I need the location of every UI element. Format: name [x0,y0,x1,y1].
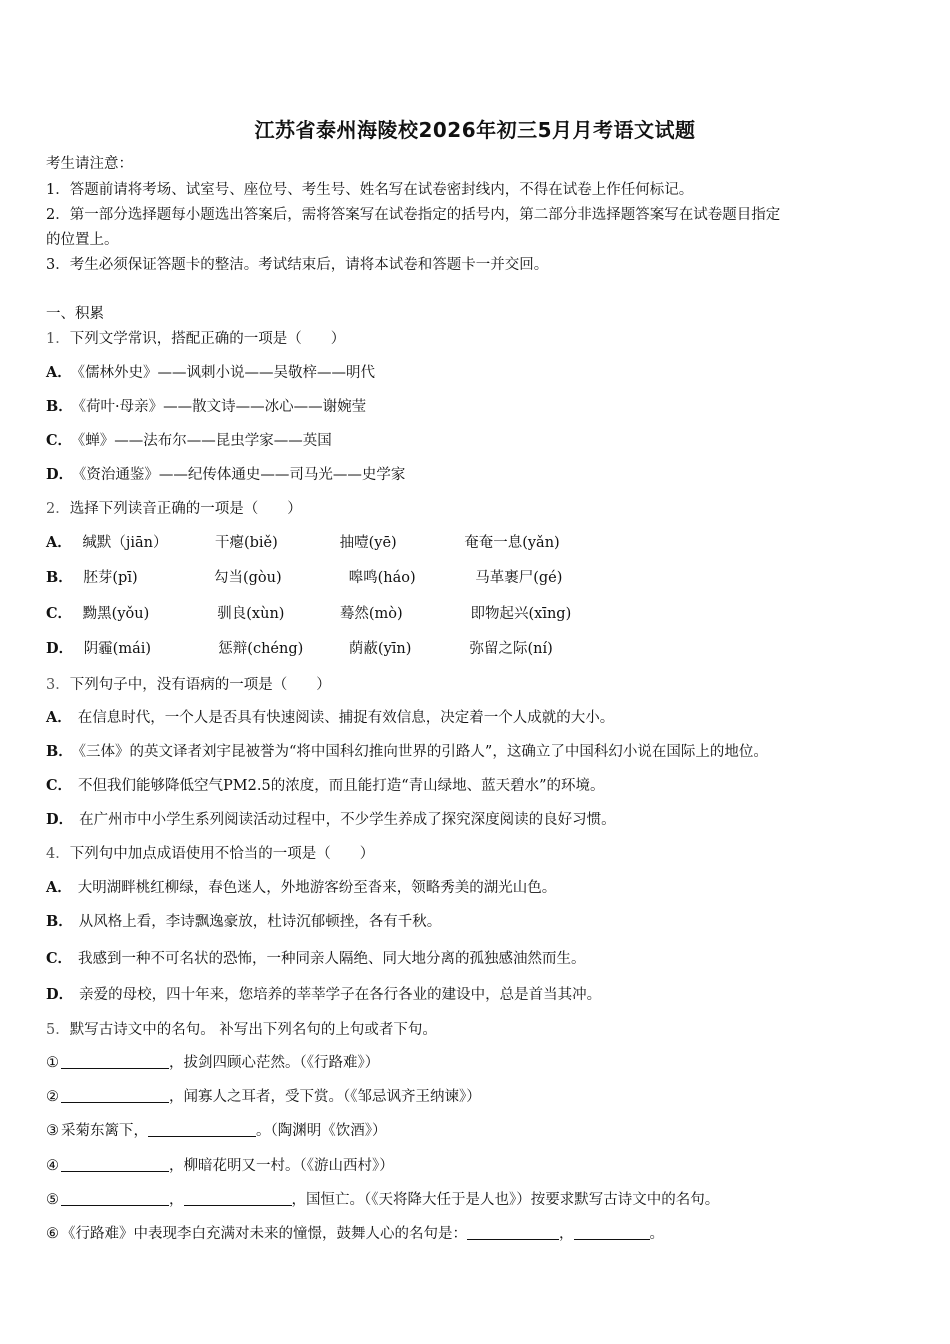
question-3-stem [46,673,331,694]
item-marker: ④ [46,1158,59,1174]
q4-option-c [46,947,586,968]
pinyin-item: 干瘪(biě) [214,535,278,551]
option-letter: D． [46,811,74,828]
option-letter: A． [46,879,72,896]
page-title: 江苏省泰州海陵校2026年初三5月月考语文试题 [254,118,696,142]
pinyin-item: 弥留之际(ní) [469,641,553,657]
notice-item-2: 2．第一部分选择题每小题选出答案后，需将答案写在试卷指定的括号内，第二部分非选择题答案写在试卷题目指定 [46,207,781,223]
q1-option-a [46,361,375,382]
q5-item-5 [46,1188,719,1209]
q4-option-a [46,876,556,897]
answer-blank[interactable] [184,1191,292,1206]
option-text: 大明湖畔桃红柳绿，春色迷人，外地游客纷至沓来，领略秀美的湖光山色。 [77,880,557,896]
item-marker: ⑤ [46,1192,59,1208]
pinyin-item: 缄默（jiān） [82,535,168,551]
q3-option-b [46,740,768,761]
option-letter: A． [46,364,72,381]
notice-heading: 考生请注意： [46,156,133,172]
option-letter: D． [46,640,74,657]
option-text: 《资治通鉴》——纪传体通史——司马光——史学家 [79,467,406,483]
question-2-stem [46,497,302,518]
item-text: ，国恒亡。（《天将降大任于是人也》）按要求默写古诗文中的名句。 [291,1192,720,1208]
question-number: 5． [46,1022,70,1038]
q3-option-a [46,706,614,727]
item-separator: ， [559,1226,574,1242]
q2-option-b [46,566,600,587]
q5-item-3 [46,1119,387,1140]
option-text: 在信息时代，一个人是否具有快速阅读、捕捉有效信息，决定着一个人成就的大小。 [77,710,615,726]
pinyin-item: 荫蔽(yīn) [348,641,412,657]
option-letter: B． [46,743,73,760]
option-text: 不但我们能够降低空气PM2.5的浓度，而且能打造“青山绿地、蓝天碧水”的环境。 [78,778,605,794]
pinyin-item: 勾当(gòu) [213,570,282,586]
q5-item-4 [46,1154,394,1175]
q5-item-1 [46,1051,379,1072]
question-1-stem [46,327,345,348]
question-text: 下列句中加点成语使用不恰当的一项是（ ） [69,846,375,862]
answer-blank[interactable] [61,1157,169,1172]
option-letter: B． [46,913,73,930]
option-text: 《三体》的英文译者刘宇昆被誉为“将中国科幻推向世界的引路人”，这确立了中国科幻小说在国际上的地位。 [78,744,768,760]
item-marker: ② [46,1089,59,1105]
answer-blank[interactable] [61,1088,169,1103]
answer-blank[interactable] [61,1054,169,1069]
q4-option-b [46,910,441,931]
answer-blank[interactable] [574,1225,650,1240]
pinyin-item: 马革裹尸(gé) [475,570,563,586]
item-text: 《行路难》中表现李白充满对未来的憧憬，鼓舞人心的名句是： [61,1226,467,1242]
question-number: 2． [46,501,70,517]
item-marker: ⑥ [46,1226,59,1242]
q3-option-c [46,774,605,795]
item-text: ，拔剑四顾心茫然。（《行路难》） [169,1055,380,1071]
option-text: 从风格上看，李诗飘逸豪放，杜诗沉郁顿挫，各有千秋。 [78,914,442,930]
pinyin-item: 奄奄一息(yǎn) [464,535,560,551]
q3-option-d [46,808,616,829]
option-letter: A． [46,534,72,551]
question-number: 3． [46,677,70,693]
notice-item-3: 3．考生必须保证答题卡的整洁。考试结束后，请将本试卷和答题卡一并交回。 [46,257,549,273]
q2-option-c [46,602,609,623]
pinyin-item: 即物起兴(xīng) [470,606,572,622]
question-5-stem [46,1018,437,1039]
item-separator: ， [169,1192,184,1208]
item-marker: ③ [46,1123,59,1139]
pinyin-item: 抽噎(yē) [339,535,397,551]
item-text: 。（陶渊明《饮酒》） [256,1123,387,1139]
option-letter: C． [46,950,73,967]
pinyin-item: 驯良(xùn) [217,606,285,622]
option-text: 《荷叶·母亲》——散文诗——冰心——谢婉莹 [78,399,367,415]
pinyin-item: 蓦然(mò) [339,606,403,622]
section-heading: 一、积累 [46,306,104,322]
answer-blank[interactable] [61,1191,169,1206]
pinyin-item: 阴霾(mái) [83,641,152,657]
option-text: 《儒林外史》——讽刺小说——吴敬梓——明代 [77,365,376,381]
q2-option-a [46,531,598,552]
notice-item-2-cont: 的位置上。 [46,232,119,248]
option-letter: B． [46,398,73,415]
option-letter: C． [46,605,73,622]
item-marker: ① [46,1055,59,1071]
q5-item-2 [46,1085,481,1106]
option-letter: D． [46,986,74,1003]
q5-item-6 [46,1222,664,1243]
notice-item-1: 1．答题前请将考场、试室号、座位号、考生号、姓名写在试卷密封线内，不得在试卷上作任何标记。 [46,182,694,198]
item-text: 。 [649,1226,664,1242]
pinyin-item: 嗥鸣(háo) [348,570,416,586]
option-letter: C． [46,432,73,449]
option-letter: A． [46,709,72,726]
question-text: 选择下列读音正确的一项是（ ） [69,501,302,517]
question-text: 下列文学常识，搭配正确的一项是（ ） [69,331,346,347]
answer-blank[interactable] [467,1225,559,1240]
pinyin-item: 惩辩(chéng) [218,641,304,657]
option-text: 亲爱的母校，四十年来，您培养的莘莘学子在各行各业的建设中，总是首当其冲。 [79,987,602,1003]
question-text: 下列句子中，没有语病的一项是（ ） [69,677,331,693]
question-text: 默写古诗文中的名句。 补写出下列名句的上句或者下句。 [69,1022,437,1038]
item-text: ，闻寡人之耳者，受下赏。（《邹忌讽齐王纳谏》） [169,1089,481,1105]
item-text: 采菊东篱下， [61,1123,148,1139]
q1-option-b [46,395,366,416]
q1-option-d [46,463,405,484]
question-4-stem [46,842,374,863]
q1-option-c [46,429,332,450]
option-letter: C． [46,777,73,794]
option-text: 在广州市中小学生系列阅读活动过程中，不少学生养成了探究深度阅读的良好习惯。 [79,812,616,828]
question-number: 1． [46,331,70,347]
pinyin-item: 胚芽(pī) [83,570,138,586]
q2-option-d [46,637,591,658]
option-text: 《蝉》——法布尔——昆虫学家——英国 [78,433,332,449]
option-letter: B． [46,569,73,586]
answer-blank[interactable] [148,1122,256,1137]
question-number: 4． [46,846,70,862]
option-text: 我感到一种不可名状的恐怖，一种同亲人隔绝、同大地分离的孤独感油然而生。 [78,951,586,967]
option-letter: D． [46,466,74,483]
item-text: ，柳暗花明又一村。（《游山西村》） [169,1158,394,1174]
pinyin-item: 黝黑(yǒu) [82,606,150,622]
q4-option-d [46,983,601,1004]
